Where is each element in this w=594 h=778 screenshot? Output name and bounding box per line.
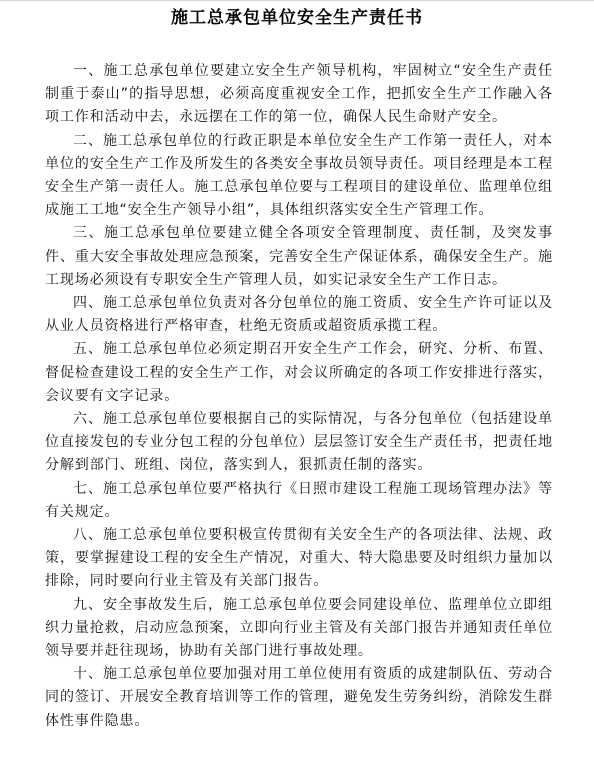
paragraph-7: 七、施工总承包单位要严格执行《日照市建设工程施工现场管理办法》等有关规定。 (45, 480, 553, 520)
paragraph-9: 九、安全事故发生后，施工总承包单位要会同建设单位、监理单位立即组织力量抢救，启动应急预案，立即向行业主管及有关部门报告并通知责任单位领导要并赶往现场，协助有关部门进行事故处理。 (45, 596, 553, 660)
paragraph-6: 六、施工总承包单位要根据自己的实际情况，与各分包单位（包括建设单位直接发包的专业分包工程的分包单位）层层签订安全生产责任书，把责任地分解到部门、班组、岗位，落实到人，狠抓责任制的落实。 (45, 411, 553, 474)
top-divider (0, 0, 594, 1)
paragraph-8: 八、施工总承包单位要积极宣传贯彻有关安全生产的各项法律、法规、政策，要掌握建设工程的安全生产情况，对重大、特大隐患要及时组织力量加以排除，同时要向行业主管及有关部门报告。 (45, 527, 553, 590)
paragraph-1: 一、施工总承包单位要建立安全生产领导机构，牢固树立“安全生产责任制重于泰山”的指导思想，必须高度重视安全工作，把抓安全生产工作融入各项工作和活动中去，永远摆在工作的第一位，确保人民生命财产安全。 (45, 63, 553, 126)
paragraph-10: 十、施工总承包单位要加强对用工单位使用有资质的成建制队伍、劳动合同的签订、开展安全教育培训等工作的管理，避免发生劳务纠纷，消除发生群体性事件隐患。 (45, 666, 553, 729)
paragraph-5: 五、施工总承包单位必须定期召开安全生产工作会，研究、分析、布置、督促检查建设工程的安全生产工作，对会议所确定的各项工作安排进行落实，会议要有文字记录。 (45, 341, 553, 404)
paragraph-2: 二、施工总承包单位的行政正职是本单位安全生产工作第一责任人，对本单位的安全生产工作及所发生的各类安全事故员领导责任。项目经理是本工程安全生产第一责任人。施工总承包单位要与工程项目的建设单位、监理单位组成施工工地“安全生产领导小组”，具体组织落实安全生产管理工作。 (45, 132, 553, 219)
document-title: 施工总承包单位安全生产责任书 (171, 8, 423, 28)
paragraph-3: 三、施工总承包单位要建立健全各项安全管理制度、责任制，及突发事件、重大安全事故处理应急预案，完善安全生产保证体系，确保安全生产。施工现场必须设有专职安全生产管理人员，如实记录安全生产工作日志。 (45, 225, 553, 288)
document-body (45, 60, 553, 733)
paragraph-4: 四、施工总承包单位负责对各分包单位的施工资质、安全生产许可证以及从业人员资格进行严格审查，杜绝无资质或超资质承揽工程。 (45, 295, 553, 335)
